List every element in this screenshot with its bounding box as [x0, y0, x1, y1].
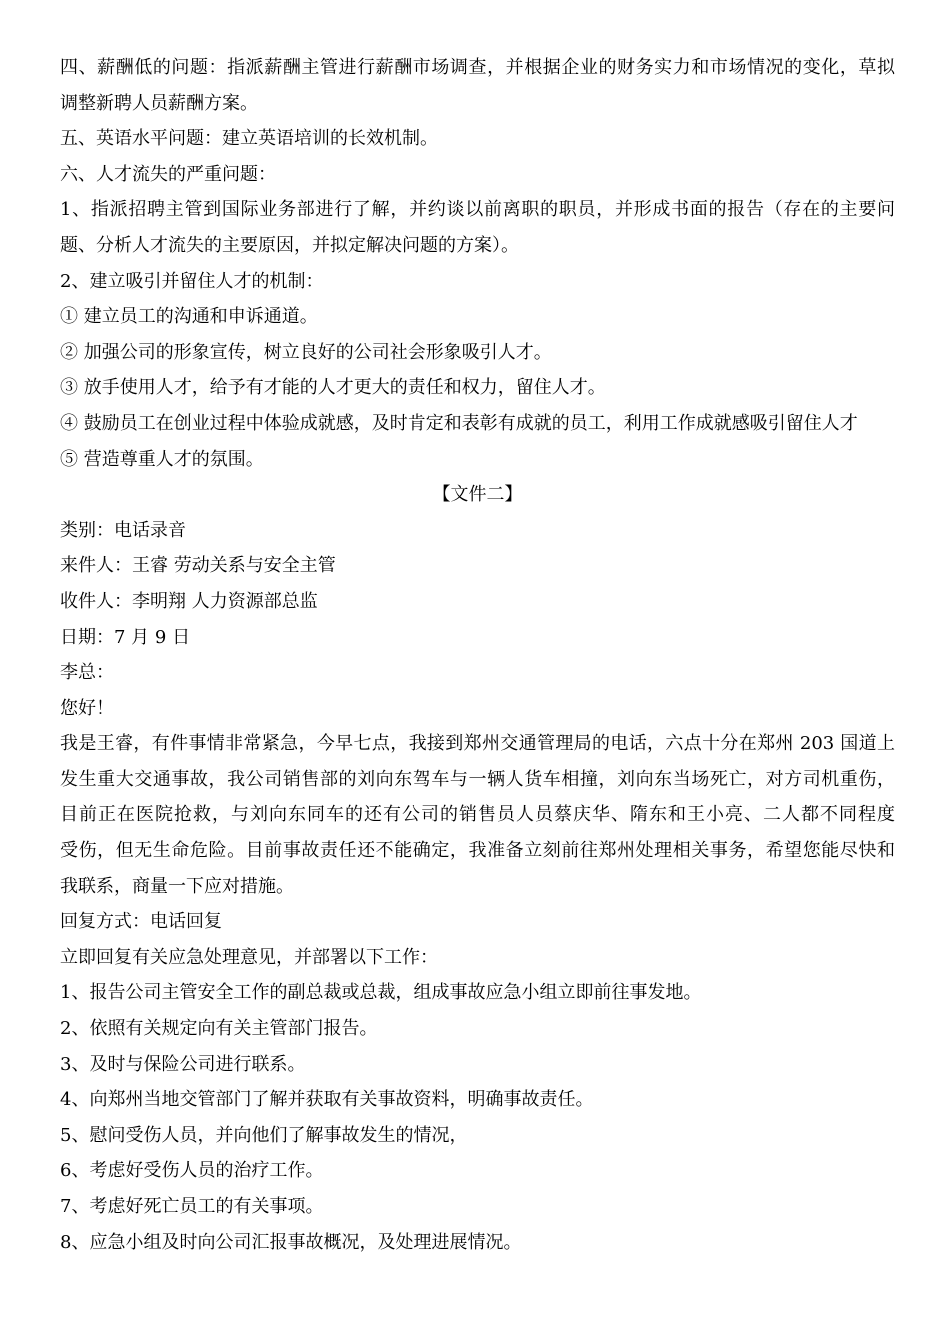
document-page [60, 50, 895, 1260]
text-line: 受伤，但无生命危险。目前事故责任还不能确定，我准备立刻前往郑州处理相关事务，希望您能尽快和 [60, 840, 895, 862]
text-line: 目前正在医院抢救，与刘向东同车的还有公司的销售员人员蔡庆华、隋东和王小亮、二人都不同程度 [60, 804, 895, 826]
text-line: 四、薪酬低的问题：指派薪酬主管进行薪酬市场调查，并根据企业的财务实力和市场情况的变化，草拟 [60, 57, 895, 78]
meta-category: 类别：电话录音 [60, 519, 186, 541]
step-item: 6、考虑好受伤人员的治疗工作。 [60, 1160, 324, 1182]
text-line: 我联系，商量一下应对措施。 [60, 875, 294, 897]
reply-intro: 立即回复有关应急处理意见，并部署以下工作： [60, 946, 438, 968]
meta-date: 日期：7 月 9 日 [60, 626, 191, 648]
sub-item-1 [60, 192, 895, 263]
message-body [60, 726, 895, 904]
circled-item: ③ 放手使用人才，给予有才能的人才更大的责任和权力，留住人才。 [60, 377, 606, 399]
text-line: 题、分析人才流失的主要原因，并拟定解决问题的方案）。 [60, 234, 519, 256]
step-item: 3、及时与保险公司进行联系。 [60, 1053, 306, 1075]
circled-item: ④ 鼓励员工在创业过程中体验成就感，及时肯定和表彰有成就的员工，利用工作成就感吸引留住人才 [60, 412, 858, 434]
sub-item-2: 2、建立吸引并留住人才的机制： [60, 270, 324, 292]
section-item-6: 六、人才流失的严重问题： [60, 163, 276, 185]
circled-item: ⑤ 营造尊重人才的氛围。 [60, 448, 264, 470]
step-item: 5、慰问受伤人员，并向他们了解事故发生的情况， [60, 1124, 468, 1146]
step-item: 1、报告公司主管安全工作的副总裁或总裁，组成事故应急小组立即前往事发地。 [60, 982, 702, 1004]
greeting: 您好！ [60, 697, 114, 719]
step-item: 7、考虑好死亡员工的有关事项。 [60, 1196, 324, 1217]
salutation: 李总： [60, 662, 114, 684]
text-line: 调整新聘人员薪酬方案。 [60, 92, 258, 114]
file-heading: 【文件二】 [432, 484, 523, 506]
section-item-4 [60, 50, 895, 121]
reply-method: 回复方式：电话回复 [60, 911, 222, 933]
circled-item: ② 加强公司的形象宣传，树立良好的公司社会形象吸引人才。 [60, 341, 552, 363]
text-line: 1、指派招聘主管到国际业务部进行了解，并约谈以前离职的职员，并形成书面的报告（存在的主要问 [60, 199, 895, 221]
text-line: 发生重大交通事故，我公司销售部的刘向东驾车与一辆人货车相撞，刘向东当场死亡，对方司机重伤， [60, 768, 895, 790]
text-line: 我是王睿，有件事情非常紧急，今早七点，我接到郑州交通管理局的电话，六点十分在郑州 203 国道上 [60, 733, 895, 755]
meta-sender: 来件人：王睿 劳动关系与安全主管 [60, 555, 336, 577]
circled-item: ① 建立员工的沟通和申诉通道。 [60, 306, 318, 328]
section-item-5: 五、英语水平问题：建立英语培训的长效机制。 [60, 128, 438, 150]
step-item: 4、向郑州当地交管部门了解并获取有关事故资料，明确事故责任。 [60, 1089, 594, 1111]
meta-recipient: 收件人：李明翔 人力资源部总监 [60, 590, 318, 612]
step-item: 2、依照有关规定向有关主管部门报告。 [60, 1018, 378, 1040]
step-item: 8、应急小组及时向公司汇报事故概况，及处理进展情况。 [60, 1231, 522, 1253]
